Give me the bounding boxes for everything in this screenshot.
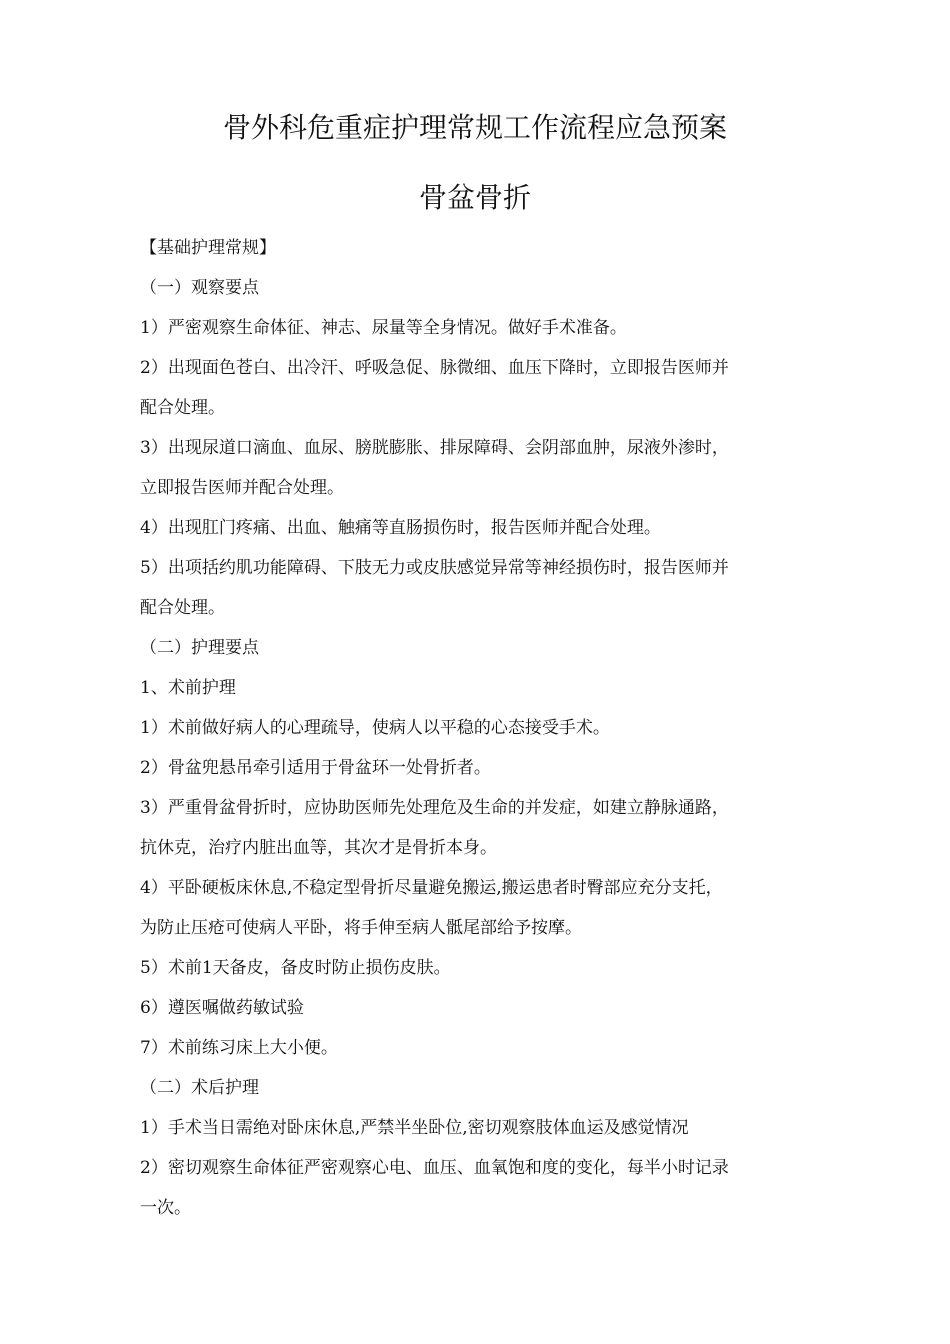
paragraph-line: 3）出现尿道口滴血、血尿、膀胱膨胀、排尿障碍、会阴部血肿，尿液外渗时， (140, 438, 729, 458)
paragraph-line: 2）出现面色苍白、出冷汗、呼吸急促、脉微细、血压下降时，立即报告医师并 (140, 358, 729, 378)
paragraph-line: 1）手术当日需绝对卧床休息,严禁半坐卧位,密切观察肢体血运及感觉情况 (140, 1118, 689, 1138)
paragraph-line: 1）术前做好病人的心理疏导，使病人以平稳的心态接受手术。 (140, 718, 610, 738)
paragraph-line: 一次。 (140, 1198, 191, 1218)
paragraph-line: 3）严重骨盆骨折时，应协助医师先处理危及生命的并发症，如建立静脉通路， (140, 798, 729, 818)
paragraph-line: 4）出现肛门疼痛、出血、触痛等直肠损伤时，报告医师并配合处理。 (140, 518, 661, 538)
paragraph-line: 1）严密观察生命体征、神志、尿量等全身情况。做好手术准备。 (140, 318, 627, 338)
document-subtitle: 骨盆骨折 (418, 181, 531, 214)
subsection-heading-observation: （一）观察要点 (140, 278, 259, 298)
paragraph-line: 5）出项括约肌功能障碍、下肢无力或皮肤感觉异常等神经损伤时，报告医师并 (140, 558, 729, 578)
paragraph-line: 配合处理。 (140, 598, 225, 618)
paragraph-line: 抗休克，治疗内脏出血等，其次才是骨折本身。 (140, 838, 497, 858)
section-heading-basic-care: 【基础护理常规】 (140, 238, 276, 258)
paragraph-line: 6）遵医嘱做药敏试验 (140, 998, 304, 1018)
paragraph-line: 4）平卧硬板床休息,不稳定型骨折尽量避免搬运,搬运患者时臀部应充分支托， (140, 878, 723, 898)
paragraph-line: 7）术前练习床上大小便。 (140, 1038, 338, 1058)
paragraph-line: 立即报告医师并配合处理。 (140, 478, 344, 498)
paragraph-line: 5）术前1天备皮，备皮时防止损伤皮肤。 (140, 958, 451, 978)
paragraph-line: 2）密切观察生命体征严密观察心电、血压、血氧饱和度的变化，每半小时记录 (140, 1158, 729, 1178)
document-body (140, 228, 810, 1228)
paragraph-line: 配合处理。 (140, 398, 225, 418)
subsection-heading-postop: （二）术后护理 (140, 1078, 259, 1098)
subsection-heading-preop: 1、术前护理 (140, 678, 236, 698)
paragraph-line: 2）骨盆兜悬吊牵引适用于骨盆环一处骨折者。 (140, 758, 491, 778)
document-title: 骨外科危重症护理常规工作流程应急预案 (222, 111, 727, 144)
subsection-heading-nursing: （二）护理要点 (140, 638, 259, 658)
paragraph-line: 为防止压疮可使病人平卧，将手伸至病人骶尾部给予按摩。 (140, 918, 582, 938)
